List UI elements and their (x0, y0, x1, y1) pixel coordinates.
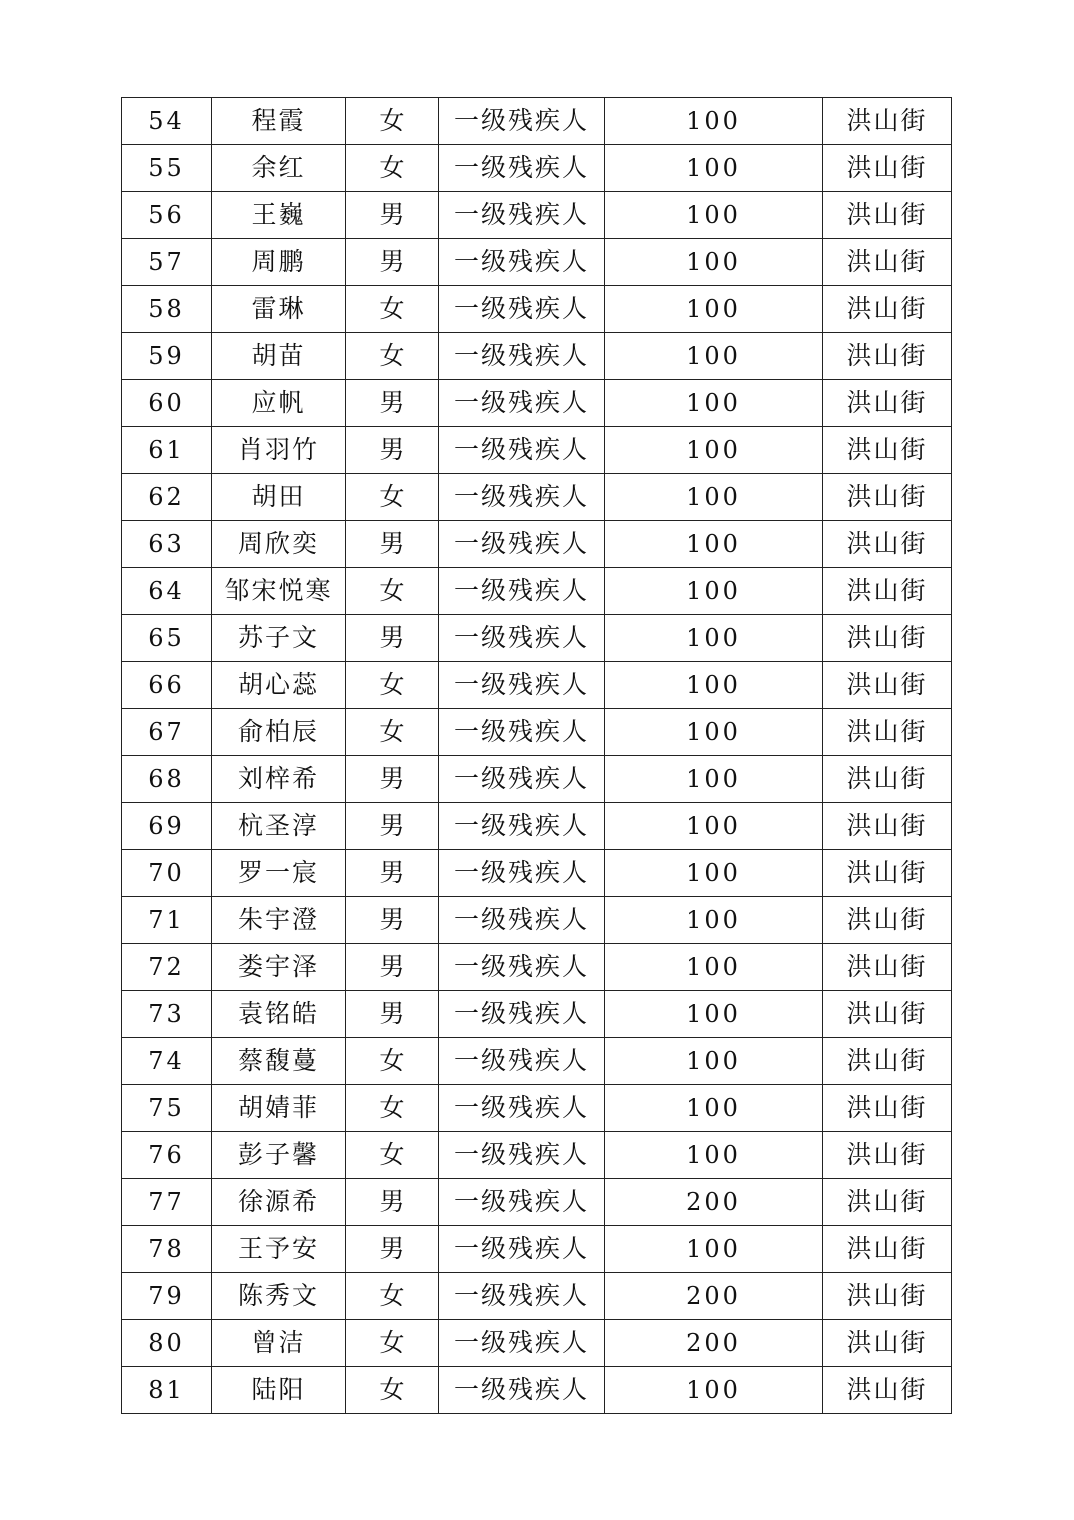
amount-cell: 100 (605, 1132, 823, 1179)
row-number-cell: 76 (122, 1132, 212, 1179)
gender-cell: 女 (346, 1038, 439, 1085)
street-cell: 洪山街 (823, 1179, 952, 1226)
amount-cell: 100 (605, 1038, 823, 1085)
street-cell: 洪山街 (823, 145, 952, 192)
amount-cell: 100 (605, 991, 823, 1038)
gender-cell: 男 (346, 192, 439, 239)
row-number-cell: 55 (122, 145, 212, 192)
gender-cell: 女 (346, 98, 439, 145)
name-cell: 陆阳 (212, 1367, 346, 1414)
gender-cell: 男 (346, 380, 439, 427)
name-cell: 袁铭皓 (212, 991, 346, 1038)
category-cell: 一级残疾人 (439, 756, 605, 803)
table-row (122, 1320, 952, 1367)
category-cell: 一级残疾人 (439, 1038, 605, 1085)
amount-cell: 100 (605, 192, 823, 239)
category-cell: 一级残疾人 (439, 944, 605, 991)
gender-cell: 女 (346, 568, 439, 615)
category-cell: 一级残疾人 (439, 380, 605, 427)
street-cell: 洪山街 (823, 1226, 952, 1273)
amount-cell: 100 (605, 380, 823, 427)
amount-cell: 100 (605, 850, 823, 897)
amount-cell: 100 (605, 1226, 823, 1273)
row-number-cell: 69 (122, 803, 212, 850)
gender-cell: 男 (346, 897, 439, 944)
table-row (122, 709, 952, 756)
row-number-cell: 74 (122, 1038, 212, 1085)
table-row (122, 98, 952, 145)
name-cell: 胡田 (212, 474, 346, 521)
amount-cell: 100 (605, 474, 823, 521)
roster-body (122, 98, 952, 1414)
table-row (122, 1179, 952, 1226)
street-cell: 洪山街 (823, 897, 952, 944)
street-cell: 洪山街 (823, 380, 952, 427)
street-cell: 洪山街 (823, 803, 952, 850)
name-cell: 雷琳 (212, 286, 346, 333)
table-row (122, 380, 952, 427)
gender-cell: 女 (346, 333, 439, 380)
name-cell: 罗一宸 (212, 850, 346, 897)
roster-table (121, 97, 952, 1414)
row-number-cell: 65 (122, 615, 212, 662)
category-cell: 一级残疾人 (439, 145, 605, 192)
category-cell: 一级残疾人 (439, 662, 605, 709)
category-cell: 一级残疾人 (439, 286, 605, 333)
name-cell: 王予安 (212, 1226, 346, 1273)
table-row (122, 662, 952, 709)
category-cell: 一级残疾人 (439, 709, 605, 756)
category-cell: 一级残疾人 (439, 1320, 605, 1367)
row-number-cell: 62 (122, 474, 212, 521)
category-cell: 一级残疾人 (439, 803, 605, 850)
category-cell: 一级残疾人 (439, 991, 605, 1038)
table-row (122, 1273, 952, 1320)
gender-cell: 女 (346, 1273, 439, 1320)
row-number-cell: 70 (122, 850, 212, 897)
row-number-cell: 66 (122, 662, 212, 709)
name-cell: 邹宋悦寒 (212, 568, 346, 615)
table-row (122, 1038, 952, 1085)
gender-cell: 男 (346, 615, 439, 662)
name-cell: 娄宇泽 (212, 944, 346, 991)
name-cell: 蔡馥蔓 (212, 1038, 346, 1085)
table-row (122, 568, 952, 615)
category-cell: 一级残疾人 (439, 192, 605, 239)
category-cell: 一级残疾人 (439, 1226, 605, 1273)
row-number-cell: 81 (122, 1367, 212, 1414)
name-cell: 陈秀文 (212, 1273, 346, 1320)
table-row (122, 615, 952, 662)
table-row (122, 991, 952, 1038)
table-row (122, 333, 952, 380)
row-number-cell: 73 (122, 991, 212, 1038)
gender-cell: 男 (346, 1226, 439, 1273)
category-cell: 一级残疾人 (439, 427, 605, 474)
street-cell: 洪山街 (823, 850, 952, 897)
amount-cell: 100 (605, 709, 823, 756)
name-cell: 程霞 (212, 98, 346, 145)
gender-cell: 女 (346, 286, 439, 333)
amount-cell: 200 (605, 1273, 823, 1320)
name-cell: 曾洁 (212, 1320, 346, 1367)
amount-cell: 100 (605, 756, 823, 803)
amount-cell: 100 (605, 615, 823, 662)
name-cell: 徐源希 (212, 1179, 346, 1226)
table-row (122, 756, 952, 803)
table-row (122, 1226, 952, 1273)
amount-cell: 100 (605, 427, 823, 474)
amount-cell: 100 (605, 239, 823, 286)
street-cell: 洪山街 (823, 1320, 952, 1367)
row-number-cell: 61 (122, 427, 212, 474)
name-cell: 王巍 (212, 192, 346, 239)
gender-cell: 女 (346, 1320, 439, 1367)
gender-cell: 男 (346, 239, 439, 286)
category-cell: 一级残疾人 (439, 615, 605, 662)
table-row (122, 145, 952, 192)
gender-cell: 男 (346, 991, 439, 1038)
name-cell: 肖羽竹 (212, 427, 346, 474)
street-cell: 洪山街 (823, 521, 952, 568)
street-cell: 洪山街 (823, 1273, 952, 1320)
amount-cell: 100 (605, 662, 823, 709)
row-number-cell: 63 (122, 521, 212, 568)
category-cell: 一级残疾人 (439, 1132, 605, 1179)
amount-cell: 100 (605, 1085, 823, 1132)
amount-cell: 200 (605, 1179, 823, 1226)
street-cell: 洪山街 (823, 991, 952, 1038)
category-cell: 一级残疾人 (439, 333, 605, 380)
table-row (122, 474, 952, 521)
street-cell: 洪山街 (823, 662, 952, 709)
amount-cell: 100 (605, 803, 823, 850)
row-number-cell: 68 (122, 756, 212, 803)
name-cell: 朱宇澄 (212, 897, 346, 944)
category-cell: 一级残疾人 (439, 474, 605, 521)
row-number-cell: 60 (122, 380, 212, 427)
gender-cell: 女 (346, 1367, 439, 1414)
table-row (122, 944, 952, 991)
amount-cell: 100 (605, 944, 823, 991)
row-number-cell: 56 (122, 192, 212, 239)
street-cell: 洪山街 (823, 427, 952, 474)
amount-cell: 200 (605, 1320, 823, 1367)
name-cell: 杭圣淳 (212, 803, 346, 850)
category-cell: 一级残疾人 (439, 239, 605, 286)
street-cell: 洪山街 (823, 286, 952, 333)
amount-cell: 100 (605, 1367, 823, 1414)
gender-cell: 男 (346, 756, 439, 803)
category-cell: 一级残疾人 (439, 1367, 605, 1414)
street-cell: 洪山街 (823, 615, 952, 662)
street-cell: 洪山街 (823, 1367, 952, 1414)
street-cell: 洪山街 (823, 239, 952, 286)
street-cell: 洪山街 (823, 1038, 952, 1085)
street-cell: 洪山街 (823, 944, 952, 991)
gender-cell: 女 (346, 1085, 439, 1132)
row-number-cell: 59 (122, 333, 212, 380)
amount-cell: 100 (605, 286, 823, 333)
row-number-cell: 67 (122, 709, 212, 756)
name-cell: 胡苗 (212, 333, 346, 380)
name-cell: 应帆 (212, 380, 346, 427)
category-cell: 一级残疾人 (439, 1273, 605, 1320)
category-cell: 一级残疾人 (439, 1179, 605, 1226)
amount-cell: 100 (605, 145, 823, 192)
amount-cell: 100 (605, 897, 823, 944)
amount-cell: 100 (605, 568, 823, 615)
row-number-cell: 77 (122, 1179, 212, 1226)
row-number-cell: 64 (122, 568, 212, 615)
table-row (122, 897, 952, 944)
name-cell: 周欣奕 (212, 521, 346, 568)
table-row (122, 427, 952, 474)
gender-cell: 女 (346, 474, 439, 521)
name-cell: 苏子文 (212, 615, 346, 662)
street-cell: 洪山街 (823, 568, 952, 615)
table-row (122, 286, 952, 333)
row-number-cell: 58 (122, 286, 212, 333)
gender-cell: 男 (346, 521, 439, 568)
gender-cell: 女 (346, 145, 439, 192)
row-number-cell: 79 (122, 1273, 212, 1320)
category-cell: 一级残疾人 (439, 521, 605, 568)
row-number-cell: 72 (122, 944, 212, 991)
name-cell: 余红 (212, 145, 346, 192)
name-cell: 刘梓希 (212, 756, 346, 803)
table-row (122, 1367, 952, 1414)
row-number-cell: 80 (122, 1320, 212, 1367)
name-cell: 胡心蕊 (212, 662, 346, 709)
amount-cell: 100 (605, 98, 823, 145)
gender-cell: 男 (346, 944, 439, 991)
category-cell: 一级残疾人 (439, 850, 605, 897)
amount-cell: 100 (605, 521, 823, 568)
row-number-cell: 57 (122, 239, 212, 286)
category-cell: 一级残疾人 (439, 98, 605, 145)
street-cell: 洪山街 (823, 756, 952, 803)
street-cell: 洪山街 (823, 192, 952, 239)
street-cell: 洪山街 (823, 709, 952, 756)
gender-cell: 男 (346, 1179, 439, 1226)
name-cell: 彭子馨 (212, 1132, 346, 1179)
row-number-cell: 78 (122, 1226, 212, 1273)
table-row (122, 192, 952, 239)
gender-cell: 女 (346, 662, 439, 709)
category-cell: 一级残疾人 (439, 568, 605, 615)
gender-cell: 男 (346, 850, 439, 897)
street-cell: 洪山街 (823, 1132, 952, 1179)
street-cell: 洪山街 (823, 98, 952, 145)
table-row (122, 1132, 952, 1179)
name-cell: 俞柏辰 (212, 709, 346, 756)
gender-cell: 女 (346, 1132, 439, 1179)
table-row (122, 521, 952, 568)
table-row (122, 1085, 952, 1132)
street-cell: 洪山街 (823, 1085, 952, 1132)
table-row (122, 803, 952, 850)
row-number-cell: 71 (122, 897, 212, 944)
table-row (122, 850, 952, 897)
category-cell: 一级残疾人 (439, 897, 605, 944)
name-cell: 周鹏 (212, 239, 346, 286)
row-number-cell: 54 (122, 98, 212, 145)
gender-cell: 女 (346, 709, 439, 756)
category-cell: 一级残疾人 (439, 1085, 605, 1132)
row-number-cell: 75 (122, 1085, 212, 1132)
amount-cell: 100 (605, 333, 823, 380)
name-cell: 胡婧菲 (212, 1085, 346, 1132)
gender-cell: 男 (346, 427, 439, 474)
table-row (122, 239, 952, 286)
street-cell: 洪山街 (823, 474, 952, 521)
gender-cell: 男 (346, 803, 439, 850)
street-cell: 洪山街 (823, 333, 952, 380)
